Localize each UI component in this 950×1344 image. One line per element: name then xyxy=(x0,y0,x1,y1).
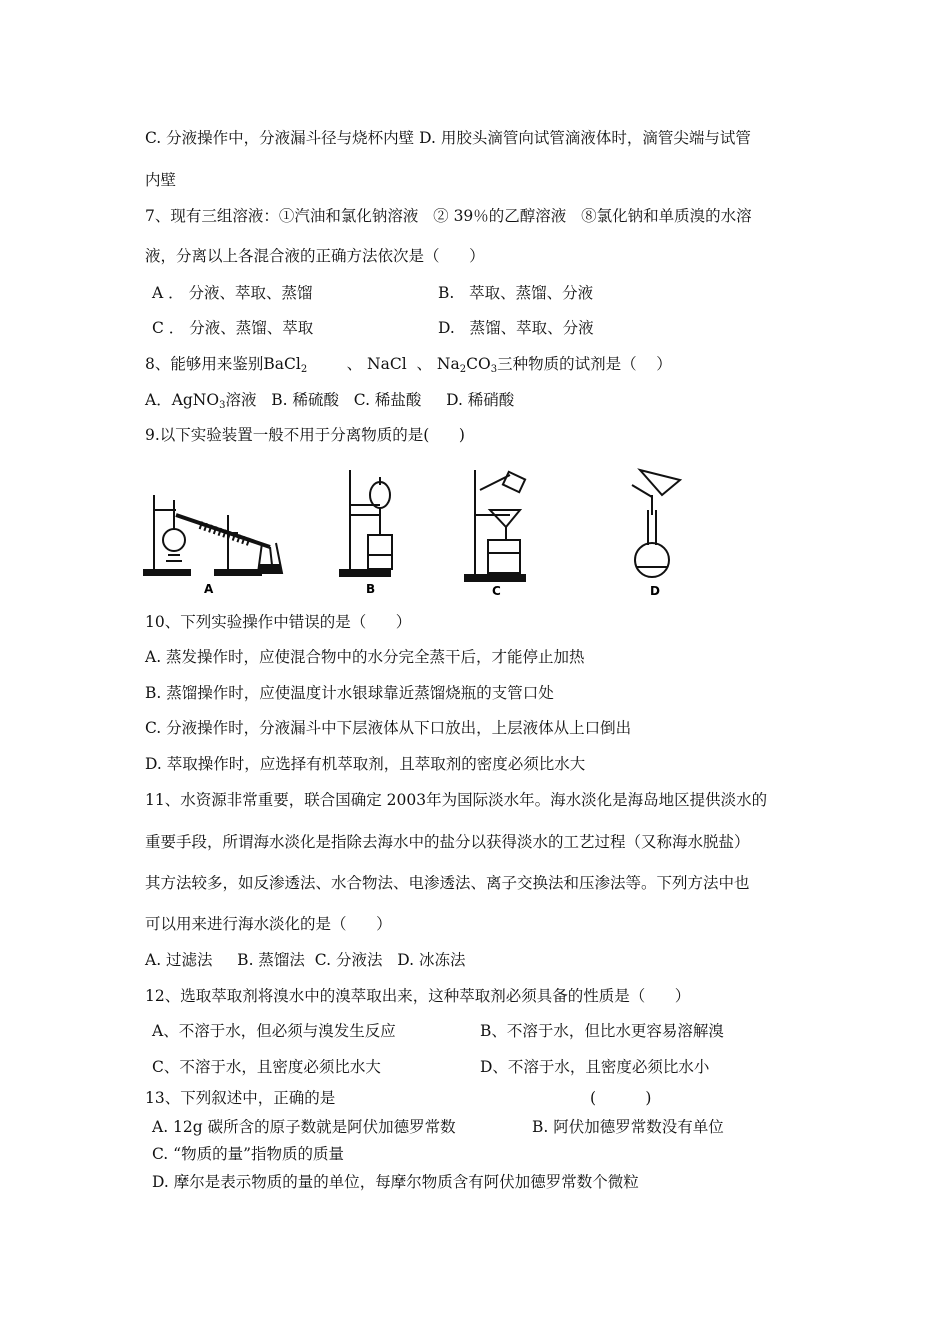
q9-stem: 9.以下实验装置一般不用于分离物质的是( ) xyxy=(145,426,465,444)
figure-label-b: B xyxy=(366,582,376,596)
q10-option-a: A. 蒸发操作时，应使混合物中的水分完全蒸干后，才能停止加热 xyxy=(145,648,585,666)
q11-stem-line2: 重要手段，所谓海水淡化是指除去海水中的盐分以获得淡水的工艺过程（又称海水脱盐） xyxy=(145,833,750,851)
figure-d-volumetric-flask xyxy=(632,470,680,577)
q6-line2: 内壁 xyxy=(145,171,177,189)
q11-stem-line3: 其方法较多，如反渗透法、水合物法、电渗透法、离子交换法和压渗法等。下列方法中也 xyxy=(145,874,750,892)
q13-option-d: D. 摩尔是表示物质的量的单位，每摩尔物质含有阿伏加德罗常数个微粒 xyxy=(152,1173,639,1191)
q10-stem: 10、下列实验操作中错误的是（ ） xyxy=(145,613,412,631)
apparatus-figures xyxy=(140,455,700,600)
q7-option-d: D. 蒸馏、萃取、分液 xyxy=(438,319,594,337)
figure-a-distillation xyxy=(144,495,282,575)
q10-option-d: D. 萃取操作时，应选择有机萃取剂，且萃取剂的密度必须比水大 xyxy=(145,755,586,773)
q13-option-c: C. “物质的量”指物质的质量 xyxy=(152,1145,345,1163)
q12-option-b: B、不溶于水，但比水更容易溶解溴 xyxy=(480,1022,724,1040)
q7-stem-line1: 7、现有三组溶液：①汽油和氯化钠溶液 ② 39％的乙醇溶液 ⑧氯化钠和单质溴的水溶 xyxy=(145,207,752,225)
q7-option-c: C ． 分液、蒸馏、萃取 xyxy=(152,319,314,337)
q6-line1: C. 分液操作中，分液漏斗径与烧杯内壁 D. 用胶头滴管向试管滴液体时，滴管尖端与试管 xyxy=(145,129,751,147)
q12-option-d: D、不溶于水，且密度必须比水小 xyxy=(480,1058,710,1076)
figure-b-separatory-funnel xyxy=(340,470,392,576)
q8-stem: 8、能够用来鉴别BaCl$_2$ 、 NaCl 、 $Na_2CO_3$三种物质的试剂是（ ） xyxy=(145,355,672,375)
q12-stem: 12、选取萃取剂将溴水中的溴萃取出来，这种萃取剂必须具备的性质是（ ） xyxy=(145,987,691,1005)
q11-stem-line4: 可以用来进行海水淡化的是（ ） xyxy=(145,915,392,933)
q11-stem-line1: 11、水资源非常重要，联合国确定 2003年为国际淡水年。海水淡化是海岛地区提供淡水的 xyxy=(145,791,768,809)
q13-option-b: B. 阿伏加德罗常数没有单位 xyxy=(532,1118,724,1136)
figure-c-filtration xyxy=(465,470,525,581)
q13-option-a: A. 12g 碳所含的原子数就是阿伏加德罗常数 xyxy=(152,1118,456,1136)
q7-stem-line2: 液，分离以上各混合液的正确方法依次是（ ） xyxy=(145,247,485,265)
q13-stem: 13、下列叙述中，正确的是 xyxy=(145,1089,336,1107)
q11-options: A. 过滤法 B. 蒸馏法 C. 分液法 D. 冰冻法 xyxy=(145,951,466,969)
q12-option-a: A、不溶于水，但必须与溴发生反应 xyxy=(152,1022,396,1040)
q8-options: A．AgNO$_3$溶液 B. 稀硫酸 C. 稀盐酸 D. 稀硝酸 xyxy=(145,391,515,411)
figure-label-c: C xyxy=(492,584,501,598)
q7-option-b: B. 萃取、蒸馏、分液 xyxy=(438,284,594,302)
q13-answer-paren: ( ) xyxy=(590,1089,652,1107)
figure-label-a: A xyxy=(204,582,214,596)
q10-option-c: C. 分液操作时，分液漏斗中下层液体从下口放出，上层液体从上口倒出 xyxy=(145,719,632,737)
figure-label-d: D xyxy=(650,584,660,598)
q12-option-c: C、不溶于水，且密度必须比水大 xyxy=(152,1058,381,1076)
q10-option-b: B. 蒸馏操作时，应使温度计水银球靠近蒸馏烧瓶的支管口处 xyxy=(145,684,554,702)
q7-option-a: A ． 分液、萃取、蒸馏 xyxy=(152,284,313,302)
